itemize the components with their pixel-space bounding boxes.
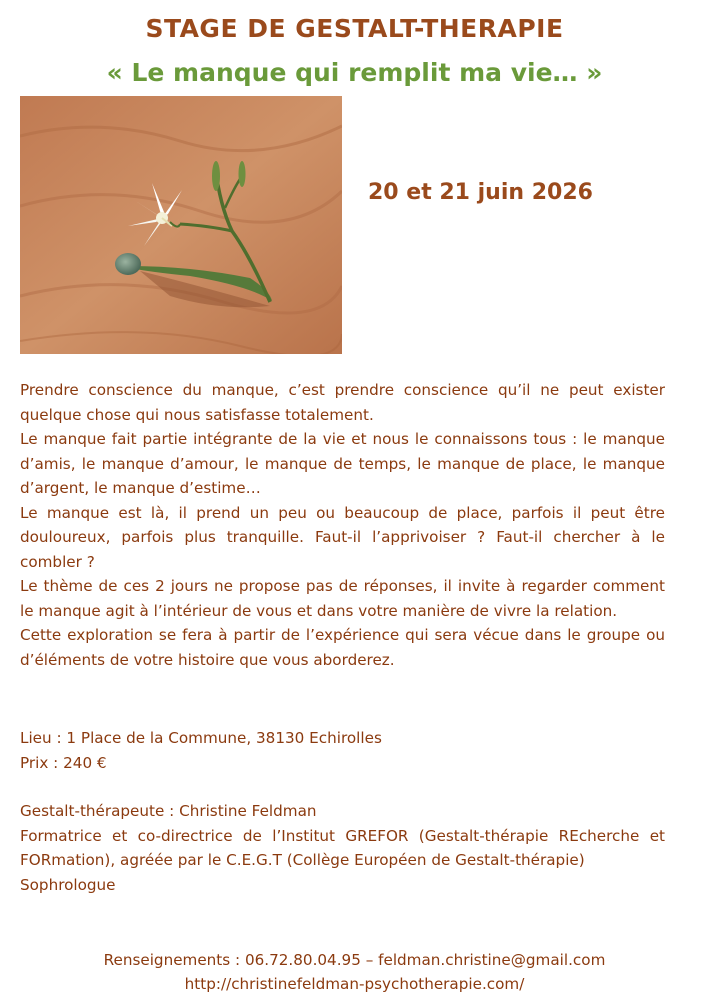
sand-lily-photo	[20, 96, 342, 354]
therapist-name: Gestalt-thérapeute : Christine Feldman	[20, 802, 317, 820]
footer	[0, 948, 709, 996]
page-title: STAGE DE GESTALT-THERAPIE	[145, 14, 564, 43]
paragraph: Prendre conscience du manque, c’est prendre conscience qu’il ne peut exister quelque chose qui nous satisfasse totalement.	[20, 381, 665, 424]
paragraph: Le manque est là, il prend un peu ou beaucoup de place, parfois il peut être douloureux, parfois plus tranquille. Faut-il l’apprivoiser ? Faut-il chercher à le combler ?	[20, 503, 665, 571]
event-dates: 20 et 21 juin 2026	[368, 180, 593, 205]
website-link[interactable]: http://christinefeldman-psychotherapie.com/	[184, 975, 525, 993]
location-line: Lieu : 1 Place de la Commune, 38130 Echirolles	[20, 729, 382, 747]
description-text	[20, 378, 665, 672]
paragraph: Le manque fait partie intégrante de la vie et nous le connaissons tous : le manque d’amis, le manque d’amour, le manque de temps, le manque de place, le manque d’argent, le manque d’estime…	[20, 430, 665, 497]
therapist-role: Sophrologue	[20, 875, 116, 894]
practical-info	[20, 726, 665, 775]
price-line: Prix : 240 €	[20, 753, 107, 772]
therapist-info	[20, 799, 665, 897]
paragraph: Cette exploration se fera à partir de l’expérience qui sera vécue dans le groupe ou d’éléments de votre histoire que vous aborderez.	[20, 626, 665, 669]
contact-line: Renseignements : 06.72.80.04.95 – feldman.christine@gmail.com	[103, 951, 606, 969]
paragraph: Le thème de ces 2 jours ne propose pas de réponses, il invite à regarder comment le manque agit à l’intérieur de vous et dans votre manière de vivre la relation.	[20, 577, 665, 620]
therapist-description: Formatrice et co-directrice de l’Institut GREFOR (Gestalt-thérapie REcherche et FORmation), agréée par le C.E.G.T (Collège Européen de Gestalt-thérapie)	[20, 826, 665, 869]
page-subtitle: « Le manque qui remplit ma vie… »	[106, 58, 603, 87]
